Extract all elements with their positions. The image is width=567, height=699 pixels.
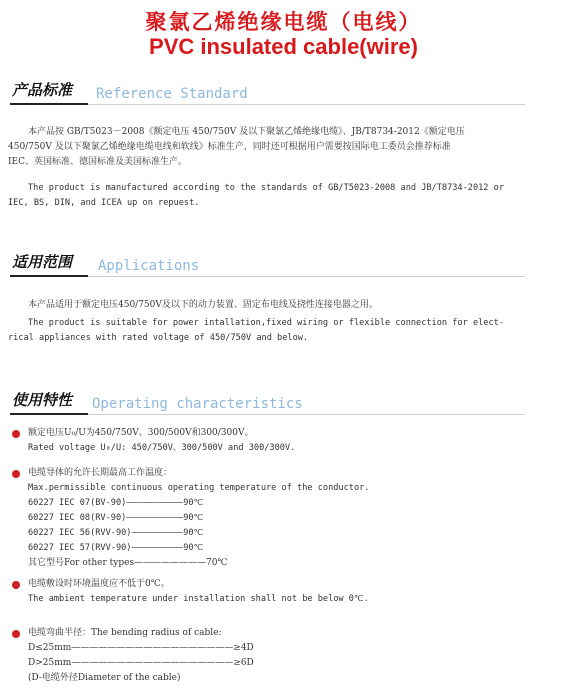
standard-line-3: IEC、英国标准、德国标准及美国标准生产。 — [8, 157, 188, 167]
temperature-row: 60227 IEC 08(RV-90)———————————90℃ — [28, 513, 204, 523]
page-title-en: PVC insulated cable(wire) — [149, 34, 418, 59]
applications-text — [8, 298, 526, 313]
standard-line-4: The product is manufactured according to the standards of GB/T5023-2008 and JB/T8734-2012 or — [28, 183, 504, 193]
bullet-icon — [12, 470, 20, 478]
temperature-block — [28, 466, 528, 571]
section-divider-accent — [10, 413, 88, 415]
bending-row: D>25mm——————————————————≥6D — [28, 658, 254, 668]
temperature-row: 60227 IEC 07(BV-90)———————————90℃ — [28, 498, 204, 508]
bending-row: D≤25mm——————————————————≥4D — [28, 643, 254, 653]
voltage-line-en: Rated voltage U₀/U: 450/750V、300/500V and 300/300V. — [28, 443, 296, 453]
section-header-standard — [10, 78, 525, 102]
section-header-applications — [10, 250, 525, 274]
bullet-icon — [12, 430, 20, 438]
ambient-block — [28, 577, 528, 607]
section-title-en: Reference Standard — [96, 86, 248, 102]
section-title-cn: 使用特性 — [12, 391, 73, 409]
ambient-line-en: The ambient temperature under installation shall not be below 0℃. — [28, 594, 369, 604]
standard-text-en — [8, 181, 526, 211]
applications-text-en — [8, 316, 526, 346]
section-title-cn: 适用范围 — [12, 253, 73, 271]
standard-text-cn — [8, 125, 526, 170]
bending-block — [28, 626, 528, 686]
bullet-icon — [12, 630, 20, 638]
voltage-line-cn: 额定电压U₀/U为450/750V、300/500V和300/300V。 — [28, 428, 254, 438]
bullet-icon — [12, 581, 20, 589]
page-title-cn: 聚氯乙烯绝缘电缆（电线） — [145, 10, 422, 34]
standard-line-5: IEC, BS, DIN, and ICEA up on repuest. — [8, 198, 200, 208]
section-title-cn: 产品标准 — [12, 81, 73, 99]
section-header-operating — [10, 388, 525, 412]
temperature-row: 其它型号For other types————————70℃ — [28, 558, 228, 568]
bending-note: (D-电缆外径Diameter of the cable) — [28, 673, 181, 683]
section-divider-accent — [10, 103, 88, 105]
temperature-line-cn: 电缆导体的允许长期最高工作温度： — [28, 468, 173, 478]
section-title-en: Operating characteristics — [92, 396, 303, 412]
temperature-row: 60227 IEC 56(RVV-90)——————————90℃ — [28, 528, 204, 538]
section-divider-accent — [10, 275, 88, 277]
voltage-block — [28, 426, 528, 456]
ambient-line-cn: 电缆敷设时环境温度应不低于0℃。 — [28, 579, 170, 589]
applications-line-1: 本产品适用于额定电压450/750V及以下的动力装置、固定布电线及挠性连接电器之用。 — [28, 300, 378, 310]
applications-line-2: The product is suitable for power intallation,fixed wiring or flexible connection for elect- — [28, 318, 504, 328]
standard-line-2: 450/750V 及以下聚氯乙烯绝缘电缆电线和软线》标准生产，同时还可根据用户需要按国际电工委员会推荐标准 — [8, 142, 451, 152]
standard-line-1: 本产品按 GB/T5023－2008《额定电压 450/750V 及以下聚氯乙烯绝缘电缆》、JB/T8734-2012《额定电压 — [28, 127, 465, 137]
bending-line-title: 电缆弯曲半径：The bending radius of cable: — [28, 628, 222, 638]
applications-line-3: rical appliances with rated voltage of 450/750V and below. — [8, 333, 309, 343]
temperature-row: 60227 IEC 57(RVV-90)——————————90℃ — [28, 543, 204, 553]
section-title-en: Applications — [98, 258, 200, 274]
temperature-line-en: Max.permissible continuous operating temperature of the conductor. — [28, 483, 370, 493]
